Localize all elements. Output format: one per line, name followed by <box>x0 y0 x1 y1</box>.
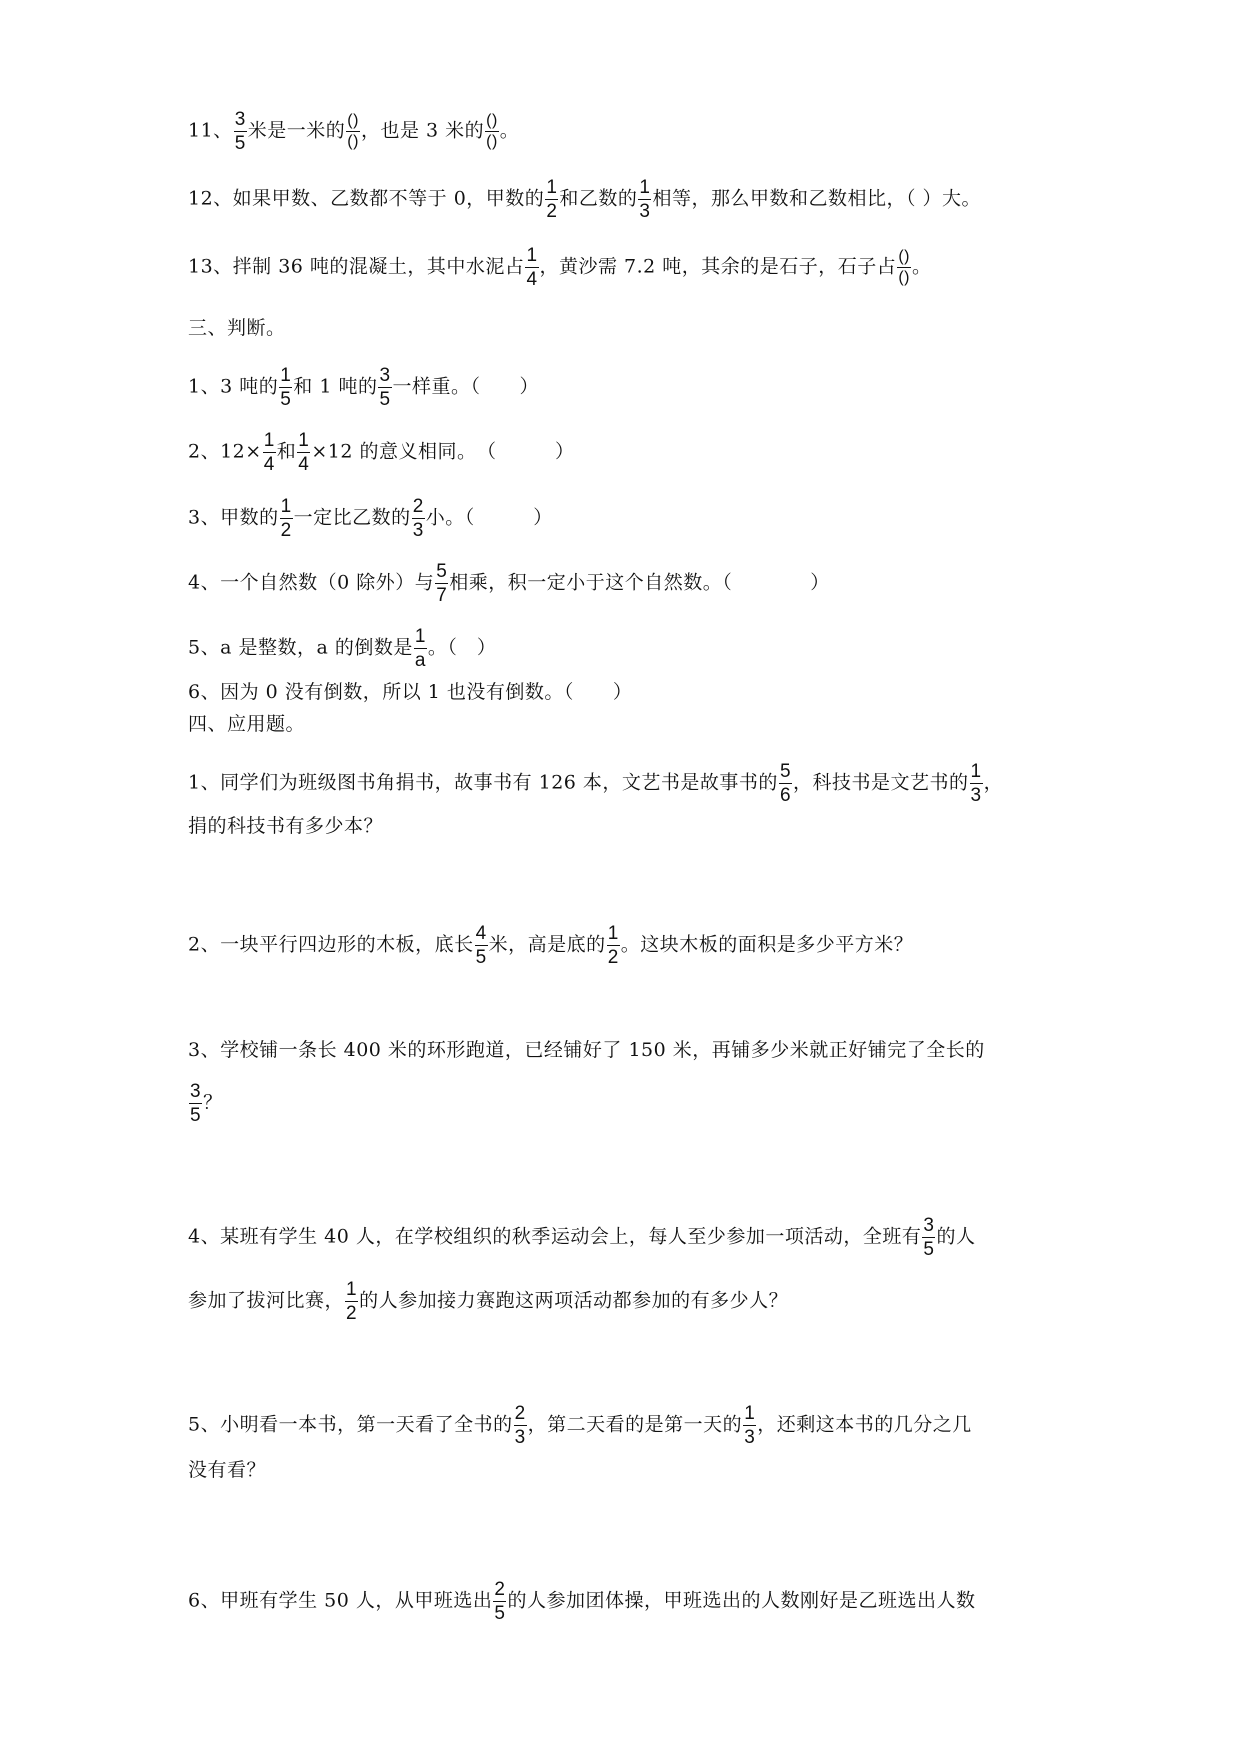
denominator: 5 <box>234 133 246 154</box>
fraction <box>638 178 651 221</box>
judge-4 <box>188 562 830 605</box>
numerator: () <box>346 113 360 132</box>
numerator: 1 <box>744 1403 756 1424</box>
denominator: 3 <box>514 1427 526 1448</box>
denominator: 5 <box>379 389 391 410</box>
numerator: 2 <box>412 496 424 517</box>
p2-text-c: 。这块木板的面积是多少平方米？ <box>620 933 914 956</box>
denominator: a <box>414 650 426 671</box>
fraction <box>922 1216 935 1259</box>
p4-text-d: 的人参加接力赛跑这两项活动都参加的有多少人？ <box>359 1289 789 1312</box>
numerator: 1 <box>414 626 426 647</box>
j4-text-a: 4、一个自然数（0 除外）与 <box>188 571 435 594</box>
p1-text-a: 1、同学们为班级图书角捐书，故事书有 126 本，文艺书是故事书的 <box>188 771 778 794</box>
problem-5-line-2: 没有看？ <box>188 1459 267 1481</box>
numerator: 2 <box>494 1579 506 1600</box>
j3-text-a: 3、甲数的 <box>188 506 279 529</box>
judge-1 <box>188 366 539 409</box>
judge-5 <box>188 627 496 670</box>
p2-text-a: 2、一块平行四边形的木板，底长 <box>188 933 474 956</box>
p2-text-b: 米，高是底的 <box>488 933 606 956</box>
numerator: 3 <box>379 365 391 386</box>
denominator: 5 <box>280 389 292 410</box>
q12-text-c: 相等，那么甲数和乙数相比，（ ）大。 <box>652 187 982 210</box>
j2-text-b: 和 <box>276 440 297 463</box>
blank-fraction <box>346 113 360 150</box>
fraction <box>545 178 558 221</box>
q12-text-a: 12、如果甲数、乙数都不等于 0，甲数的 <box>188 187 545 210</box>
denominator: () <box>898 269 910 286</box>
fraction <box>493 1580 506 1623</box>
question-12 <box>188 178 981 221</box>
numerator: 5 <box>779 761 792 782</box>
judge-3 <box>188 497 553 540</box>
q12-text-b: 和乙数的 <box>559 187 638 210</box>
fraction <box>280 497 293 540</box>
problem-4-line-2 <box>188 1280 788 1323</box>
p3-text-b: ？ <box>203 1091 223 1114</box>
j1-text-c: 一样重。（ ） <box>392 375 540 398</box>
j5-text-a: 5、a 是整数，a 的倒数是 <box>188 636 413 659</box>
numerator: 1 <box>639 177 651 198</box>
denominator: 3 <box>970 785 982 806</box>
fraction <box>297 431 310 474</box>
judge-2 <box>188 431 575 474</box>
numerator: 1 <box>263 430 275 451</box>
fraction <box>234 110 247 153</box>
j1-text-a: 1、3 吨的 <box>188 375 279 398</box>
numerator: 3 <box>923 1215 935 1236</box>
question-11 <box>188 110 519 153</box>
fraction <box>607 924 620 967</box>
denominator: 3 <box>744 1427 756 1448</box>
fraction <box>525 246 538 289</box>
fraction <box>378 366 391 409</box>
denominator: 5 <box>190 1105 202 1126</box>
numerator: 1 <box>346 1279 358 1300</box>
numerator: 5 <box>436 561 448 582</box>
q13-text-a: 13、拌制 36 吨的混凝土，其中水泥占 <box>188 255 525 278</box>
fraction <box>779 762 792 805</box>
fraction <box>743 1404 756 1447</box>
denominator: () <box>347 133 359 150</box>
j3-text-c: 小。（ ） <box>425 506 553 529</box>
q11-text-b: 米是一米的 <box>247 119 346 142</box>
numerator: 1 <box>546 177 558 198</box>
denominator: 2 <box>607 947 619 968</box>
problem-3-line-2 <box>188 1082 223 1125</box>
j4-text-b: 相乘，积一定小于这个自然数。（ ） <box>449 571 830 594</box>
p1-text-b: ，科技书是文艺书的 <box>793 771 969 794</box>
denominator: 2 <box>280 520 292 541</box>
numerator: 1 <box>280 365 292 386</box>
p5-text-b: ，第二天看的是第一天的 <box>527 1413 743 1436</box>
denominator: 4 <box>298 454 310 475</box>
p1-text-c: ， <box>983 771 1004 794</box>
numerator: () <box>897 249 911 268</box>
fraction <box>435 562 448 605</box>
denominator: 5 <box>923 1239 935 1260</box>
problem-4 <box>188 1216 975 1259</box>
denominator: 5 <box>494 1603 506 1624</box>
fraction <box>345 1280 358 1323</box>
problem-6 <box>188 1580 975 1623</box>
problem-1 <box>188 762 1003 805</box>
p5-text-a: 5、小明看一本书，第一天看了全书的 <box>188 1413 513 1436</box>
j1-text-b: 和 1 吨的 <box>293 375 378 398</box>
j2-text-a: 2、12× <box>188 440 262 463</box>
fraction <box>970 762 983 805</box>
fraction <box>414 627 427 670</box>
section-4-heading: 四、应用题。 <box>188 713 306 735</box>
judge-6: 6、因为 0 没有倒数，所以 1 也没有倒数。（ ） <box>188 681 633 703</box>
denominator: 2 <box>346 1303 358 1324</box>
numerator: () <box>485 113 499 132</box>
fraction <box>412 497 425 540</box>
denominator: 6 <box>779 785 792 806</box>
denominator: 3 <box>639 201 651 222</box>
q11-text-a: 11、 <box>188 119 233 142</box>
numerator: 1 <box>970 761 982 782</box>
problem-2 <box>188 924 913 967</box>
p4-text-c: 参加了拔河比赛， <box>188 1289 345 1312</box>
fraction <box>279 366 292 409</box>
q13-text-c: 。 <box>911 255 932 278</box>
p4-text-a: 4、某班有学生 40 人，在学校组织的秋季运动会上，每人至少参加一项活动，全班有 <box>188 1225 922 1248</box>
numerator: 1 <box>298 430 310 451</box>
numerator: 1 <box>280 496 292 517</box>
numerator: 1 <box>526 245 538 266</box>
q11-text-d: 。 <box>499 119 520 142</box>
denominator: () <box>486 133 498 150</box>
denominator: 7 <box>436 585 448 606</box>
problem-5 <box>188 1404 972 1447</box>
denominator: 3 <box>412 520 424 541</box>
p4-text-b: 的人 <box>936 1225 976 1248</box>
denominator: 4 <box>526 269 538 290</box>
denominator: 4 <box>263 454 275 475</box>
numerator: 4 <box>475 923 487 944</box>
fraction <box>475 924 488 967</box>
numerator: 2 <box>514 1403 526 1424</box>
denominator: 5 <box>475 947 487 968</box>
blank-fraction <box>485 113 499 150</box>
p6-text-a: 6、甲班有学生 50 人，从甲班选出 <box>188 1589 493 1612</box>
numerator: 3 <box>190 1081 202 1102</box>
q13-text-b: ，黄沙需 7.2 吨，其余的是石子，石子占 <box>539 255 897 278</box>
j2-text-c: ×12 的意义相同。 （ ） <box>311 440 575 463</box>
numerator: 1 <box>607 923 619 944</box>
q11-text-c: ，也是 3 米的 <box>360 119 485 142</box>
blank-fraction <box>897 249 911 286</box>
j5-text-b: 。（ ） <box>427 636 497 659</box>
denominator: 2 <box>546 201 558 222</box>
numerator: 3 <box>234 109 246 130</box>
fraction <box>514 1404 527 1447</box>
section-3-heading: 三、判断。 <box>188 317 286 339</box>
question-13 <box>188 246 931 289</box>
p6-text-b: 的人参加团体操，甲班选出的人数刚好是乙班选出人数 <box>507 1589 976 1612</box>
fraction <box>189 1082 202 1125</box>
p3-text-a: 3、学校铺一条长 400 米的环形跑道，已经铺好了 150 米，再铺多少米就正好铺完了全长的 <box>188 1039 985 1061</box>
problem-3 <box>188 1036 985 1064</box>
j3-text-b: 一定比乙数的 <box>293 506 411 529</box>
fraction <box>263 431 276 474</box>
problem-1-line-2: 捐的科技书有多少本？ <box>188 815 384 837</box>
p5-text-c: ，还剩这本书的几分之几 <box>757 1413 972 1436</box>
